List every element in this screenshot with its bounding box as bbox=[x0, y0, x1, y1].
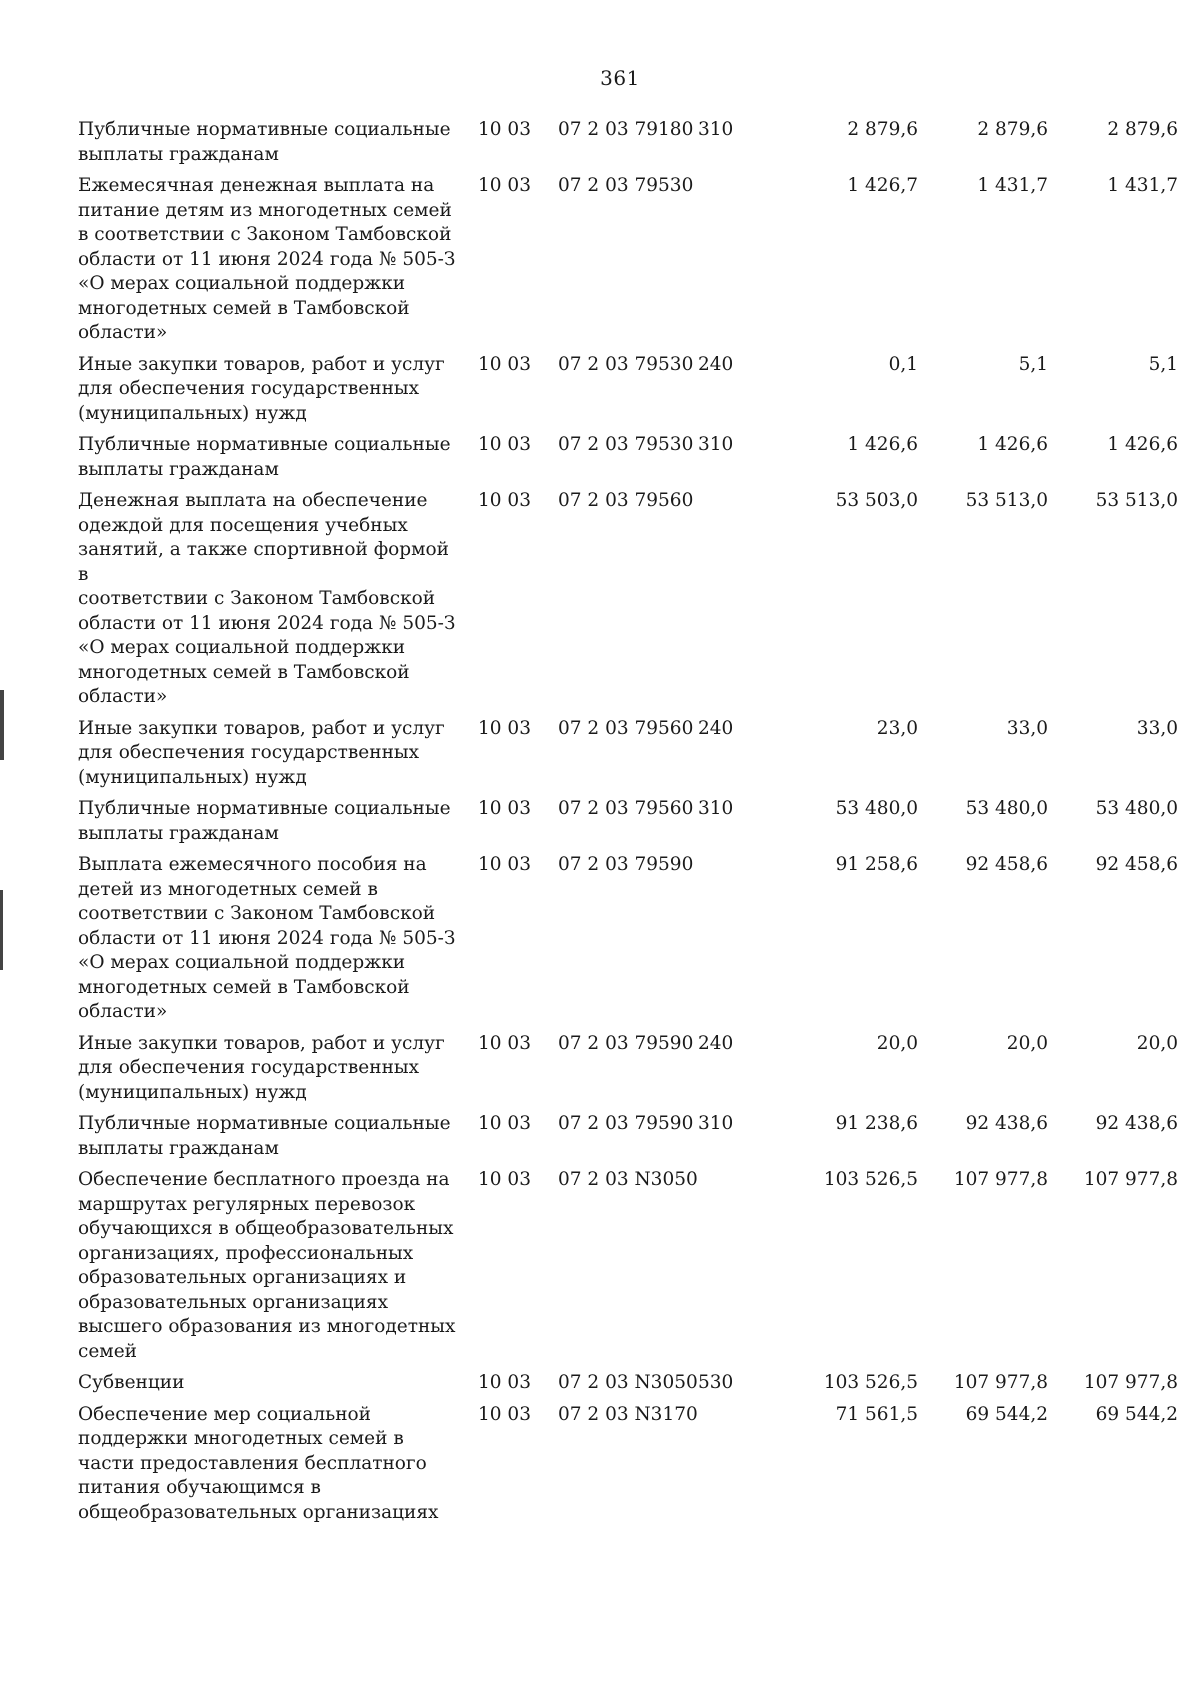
row-expense-type: 530 bbox=[698, 1372, 734, 1393]
row-section-code: 10 03 bbox=[478, 717, 531, 739]
row-amount-year3: 107 977,8 bbox=[1083, 1372, 1178, 1393]
row-amount-year1: 103 526,5 bbox=[823, 1169, 918, 1190]
table-row bbox=[78, 1403, 1178, 1526]
row-target-article: 07 2 03 79560 bbox=[558, 717, 694, 739]
row-expense-type: 240 bbox=[698, 353, 734, 375]
scan-edge-mark bbox=[0, 890, 3, 970]
row-target-article: 07 2 03 79590 bbox=[558, 1032, 694, 1054]
table-row bbox=[78, 853, 1178, 1025]
row-description: Ежемесячная денежная выплата на питание детям из многодетных семей в соответствии с Законом Тамбовской области от 11 июня 2024 года № 505-З «О мерах социальной поддержки многодетных семей в Тамбовской области» bbox=[78, 175, 456, 343]
row-target-article: 07 2 03 79560 bbox=[558, 490, 694, 511]
row-description: Денежная выплата на обеспечение одеждой для посещения учебных занятий, а также спортивной формой в соответствии с Законом Тамбовской области от 11 июня 2024 года № 505-З «О мерах социальной поддержки многодетных семей в Тамбовской области» bbox=[78, 490, 456, 707]
row-amount-year2: 107 977,8 bbox=[953, 1169, 1048, 1190]
row-expense-type: 310 bbox=[698, 798, 734, 819]
row-description: Выплата ежемесячного пособия на детей из многодетных семей в соответствии с Законом Тамбовской области от 11 июня 2024 года № 505-З «О мерах социальной поддержки многодетных семей в Тамбовской области» bbox=[78, 854, 456, 1022]
row-expense-type: 240 bbox=[698, 1032, 734, 1054]
row-amount-year1: 2 879,6 bbox=[847, 119, 918, 140]
row-description: Публичные нормативные социальные выплаты гражданам bbox=[78, 434, 451, 480]
row-amount-year2: 33,0 bbox=[1006, 717, 1048, 739]
row-amount-year2: 92 458,6 bbox=[965, 854, 1048, 875]
row-target-article: 07 2 03 79590 bbox=[558, 854, 694, 875]
row-amount-year3: 20,0 bbox=[1136, 1032, 1178, 1054]
row-amount-year3: 33,0 bbox=[1136, 717, 1178, 739]
row-amount-year3: 2 879,6 bbox=[1107, 119, 1178, 140]
row-description: Публичные нормативные социальные выплаты гражданам bbox=[78, 1113, 451, 1159]
row-expense-type: 310 bbox=[698, 1113, 734, 1134]
table-row bbox=[78, 717, 1178, 791]
row-amount-year1: 53 480,0 bbox=[835, 798, 918, 819]
row-amount-year1: 23,0 bbox=[876, 717, 918, 739]
row-section-code: 10 03 bbox=[478, 353, 531, 375]
table-row bbox=[78, 489, 1178, 710]
table-row bbox=[78, 118, 1178, 167]
row-amount-year2: 1 431,7 bbox=[977, 175, 1048, 196]
row-amount-year1: 103 526,5 bbox=[823, 1372, 918, 1393]
row-section-code: 10 03 bbox=[478, 434, 531, 455]
row-target-article: 07 2 03 79560 bbox=[558, 798, 694, 819]
row-description: Иные закупки товаров, работ и услуг для обеспечения государственных (муниципальных) нужд bbox=[78, 1032, 445, 1103]
row-amount-year2: 1 426,6 bbox=[977, 434, 1048, 455]
row-amount-year2: 92 438,6 bbox=[965, 1113, 1048, 1134]
row-amount-year1: 0,1 bbox=[888, 353, 918, 375]
row-description: Обеспечение мер социальной поддержки многодетных семей в части предоставления бесплатного питания обучающимся в общеобразовательных организациях bbox=[78, 1403, 439, 1523]
row-description: Обеспечение бесплатного проезда на маршрутах регулярных перевозок обучающихся в общеобразовательных организациях, профессиональных образовательных организациях и образовательных организациях высшего образования из многодетных семей bbox=[78, 1169, 456, 1362]
row-amount-year1: 1 426,6 bbox=[847, 434, 918, 455]
row-expense-type: 240 bbox=[698, 717, 734, 739]
row-amount-year3: 53 513,0 bbox=[1095, 490, 1178, 511]
table-row bbox=[78, 433, 1178, 482]
table-row bbox=[78, 797, 1178, 846]
row-target-article: 07 2 03 79530 bbox=[558, 175, 694, 196]
row-amount-year3: 69 544,2 bbox=[1095, 1403, 1178, 1425]
row-amount-year1: 53 503,0 bbox=[835, 490, 918, 511]
row-amount-year1: 71 561,5 bbox=[835, 1403, 918, 1425]
row-amount-year3: 92 458,6 bbox=[1095, 854, 1178, 875]
row-amount-year2: 53 513,0 bbox=[965, 490, 1048, 511]
row-section-code: 10 03 bbox=[478, 798, 531, 819]
row-target-article: 07 2 03 79180 bbox=[558, 119, 694, 140]
row-description: Иные закупки товаров, работ и услуг для обеспечения государственных (муниципальных) нужд bbox=[78, 353, 445, 424]
row-amount-year2: 107 977,8 bbox=[953, 1372, 1048, 1393]
row-amount-year3: 53 480,0 bbox=[1095, 798, 1178, 819]
row-description: Публичные нормативные социальные выплаты гражданам bbox=[78, 798, 451, 844]
row-amount-year3: 1 426,6 bbox=[1107, 434, 1178, 455]
budget-table bbox=[78, 118, 1178, 1532]
row-section-code: 10 03 bbox=[478, 1113, 531, 1134]
row-target-article: 07 2 03 N3050 bbox=[558, 1372, 698, 1393]
row-amount-year1: 20,0 bbox=[876, 1032, 918, 1054]
row-section-code: 10 03 bbox=[478, 854, 531, 875]
table-row bbox=[78, 353, 1178, 427]
row-section-code: 10 03 bbox=[478, 1403, 531, 1425]
row-amount-year3: 5,1 bbox=[1148, 353, 1178, 375]
row-target-article: 07 2 03 79530 bbox=[558, 434, 694, 455]
row-section-code: 10 03 bbox=[478, 490, 531, 511]
row-amount-year2: 53 480,0 bbox=[965, 798, 1048, 819]
row-amount-year1: 91 238,6 bbox=[835, 1113, 918, 1134]
row-section-code: 10 03 bbox=[478, 1032, 531, 1054]
row-target-article: 07 2 03 79530 bbox=[558, 353, 694, 375]
row-amount-year2: 2 879,6 bbox=[977, 119, 1048, 140]
row-section-code: 10 03 bbox=[478, 1169, 531, 1190]
row-amount-year3: 107 977,8 bbox=[1083, 1169, 1178, 1190]
row-expense-type: 310 bbox=[698, 119, 734, 140]
row-description: Публичные нормативные социальные выплаты гражданам bbox=[78, 119, 451, 165]
table-row bbox=[78, 1112, 1178, 1161]
row-amount-year3: 1 431,7 bbox=[1107, 175, 1178, 196]
row-description: Иные закупки товаров, работ и услуг для обеспечения государственных (муниципальных) нужд bbox=[78, 717, 445, 788]
row-amount-year3: 92 438,6 bbox=[1095, 1113, 1178, 1134]
row-description: Субвенции bbox=[78, 1372, 185, 1393]
table-row bbox=[78, 1371, 1178, 1396]
row-amount-year2: 20,0 bbox=[1006, 1032, 1048, 1054]
row-section-code: 10 03 bbox=[478, 1372, 531, 1393]
row-section-code: 10 03 bbox=[478, 119, 531, 140]
row-target-article: 07 2 03 79590 bbox=[558, 1113, 694, 1134]
table-row bbox=[78, 1168, 1178, 1364]
row-target-article: 07 2 03 N3170 bbox=[558, 1403, 698, 1425]
page-number: 361 bbox=[600, 66, 640, 90]
table-row bbox=[78, 174, 1178, 346]
row-section-code: 10 03 bbox=[478, 175, 531, 196]
row-expense-type: 310 bbox=[698, 434, 734, 455]
row-amount-year1: 1 426,7 bbox=[847, 175, 918, 196]
row-amount-year1: 91 258,6 bbox=[835, 854, 918, 875]
table-row bbox=[78, 1032, 1178, 1106]
row-amount-year2: 5,1 bbox=[1018, 353, 1048, 375]
row-amount-year2: 69 544,2 bbox=[965, 1403, 1048, 1425]
row-target-article: 07 2 03 N3050 bbox=[558, 1169, 698, 1190]
scan-edge-mark bbox=[0, 690, 4, 760]
